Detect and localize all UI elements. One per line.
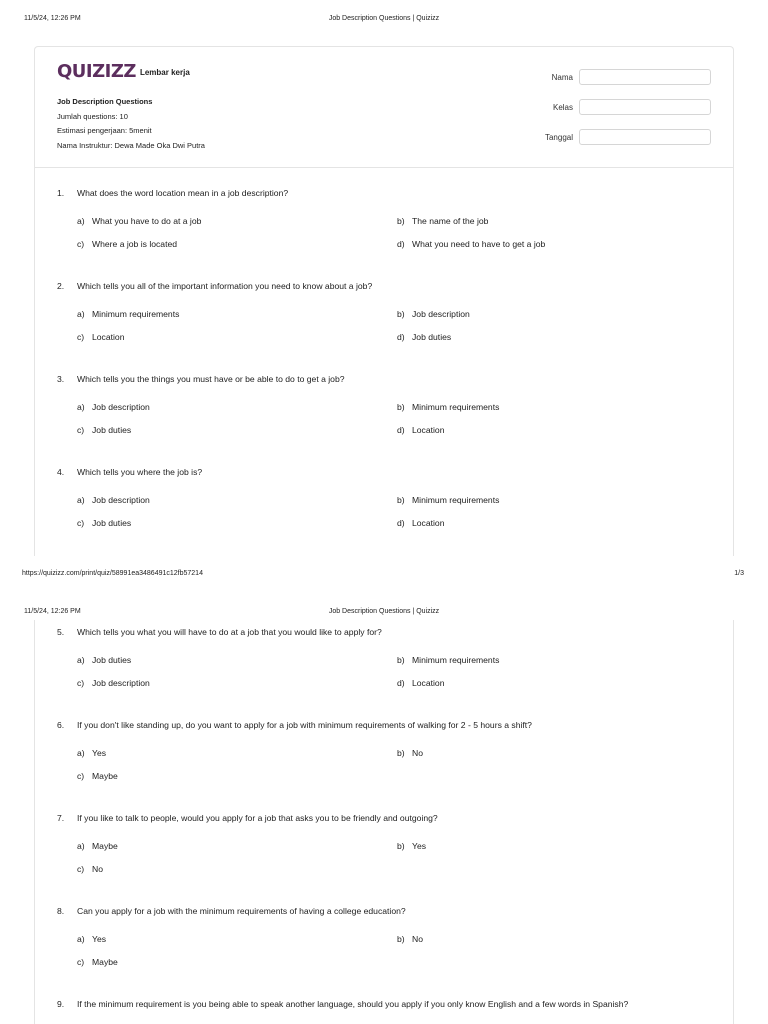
print-datetime: 11/5/24, 12:26 PM <box>24 15 81 22</box>
question-text: Which tells you what you will have to do at a job that you would like to apply for? <box>77 627 382 637</box>
page-number: 1/3 <box>734 570 744 577</box>
question-number: 2. <box>57 281 65 291</box>
question-text: Can you apply for a job with the minimum requirements of having a college education? <box>77 906 406 916</box>
worksheet-page-2 <box>34 620 734 1024</box>
question-text: Which tells you all of the important information you need to know about a job? <box>77 281 373 291</box>
class-input[interactable] <box>579 99 711 115</box>
question-number: 1. <box>57 188 65 198</box>
option-b: b) Minimum requirements <box>397 495 500 505</box>
print-datetime: 11/5/24, 12:26 PM <box>24 608 81 615</box>
question-number: 3. <box>57 374 65 384</box>
option-a: a) Minimum requirements <box>77 309 180 319</box>
question-number: 4. <box>57 467 65 477</box>
option-b: b) Yes <box>397 841 427 851</box>
option-c: c) Job duties <box>77 425 132 435</box>
date-field <box>513 129 711 145</box>
question-text: Which tells you the things you must have or be able to do to get a job? <box>77 374 345 384</box>
question-text: Which tells you where the job is? <box>77 467 203 477</box>
option-a: a) Yes <box>77 748 107 758</box>
option-d: d) Location <box>397 518 445 528</box>
option-d: d) Location <box>397 425 445 435</box>
question-number: 6. <box>57 720 65 730</box>
worksheet-header <box>35 47 733 168</box>
print-url: https://quizizz.com/print/quiz/58991ea3486491c12fb57214 <box>22 570 203 577</box>
question-number: 8. <box>57 906 65 916</box>
name-input[interactable] <box>579 69 711 85</box>
print-footer <box>0 570 768 582</box>
quiz-meta <box>57 95 205 153</box>
question-text: If you don't like standing up, do you want to apply for a job with minimum requirements of walking for 2 - 5 hours a shift? <box>77 720 532 730</box>
option-b: b) No <box>397 748 423 758</box>
date-input[interactable] <box>579 129 711 145</box>
class-field <box>513 99 711 115</box>
question-text: What does the word location mean in a job description? <box>77 188 289 198</box>
question-text: If the minimum requirement is you being able to speak another language, should you apply if you only know English and a few words in Spanish? <box>77 999 629 1009</box>
option-a: a) What you have to do at a job <box>77 216 202 226</box>
print-header-2 <box>0 608 768 620</box>
option-c: c) Location <box>77 332 125 342</box>
question-number: 7. <box>57 813 65 823</box>
print-page-title: Job Description Questions | Quizizz <box>328 15 440 22</box>
question-count: Jumlah questions: 10 <box>57 111 128 121</box>
option-d: d) Location <box>397 678 445 688</box>
option-b: b) Job description <box>397 309 470 319</box>
question-number: 9. <box>57 999 65 1009</box>
option-a: a) Job description <box>77 495 150 505</box>
date-label: Tanggal <box>544 132 573 142</box>
quiz-title: Job Description Questions <box>57 97 153 106</box>
time-estimate: Estimasi pengerjaan: 5menit <box>57 126 152 135</box>
option-c: c) No <box>77 864 103 874</box>
option-c: c) Maybe <box>77 957 118 967</box>
worksheet-page-1 <box>34 46 734 556</box>
print-page-title: Job Description Questions | Quizizz <box>328 608 440 615</box>
option-c: c) Where a job is located <box>77 239 178 249</box>
class-label: Kelas <box>552 102 573 112</box>
name-field <box>513 69 711 85</box>
question-number: 5. <box>57 627 65 637</box>
print-header <box>0 15 768 27</box>
quizizz-logo: QUIZIZZ <box>57 61 136 82</box>
question-text: If you like to talk to people, would you apply for a job that asks you to be friendly and outgoing? <box>77 813 438 823</box>
option-a: a) Job duties <box>77 655 132 665</box>
option-b: b) No <box>397 934 423 944</box>
brand <box>57 61 190 82</box>
option-a: a) Yes <box>77 934 107 944</box>
option-c: c) Job description <box>77 678 150 688</box>
name-label: Nama <box>551 72 573 82</box>
option-b: b) The name of the job <box>397 216 489 226</box>
option-a: a) Maybe <box>77 841 118 851</box>
worksheet-label: Lembar kerja <box>139 68 190 77</box>
option-a: a) Job description <box>77 402 150 412</box>
option-b: b) Minimum requirements <box>397 402 500 412</box>
option-c: c) Job duties <box>77 518 132 528</box>
instructor-name: Nama Instruktur: Dewa Made Oka Dwi Putra <box>57 140 205 150</box>
option-d: d) Job duties <box>397 332 452 342</box>
option-c: c) Maybe <box>77 771 118 781</box>
option-d: d) What you need to have to get a job <box>397 239 546 249</box>
option-b: b) Minimum requirements <box>397 655 500 665</box>
